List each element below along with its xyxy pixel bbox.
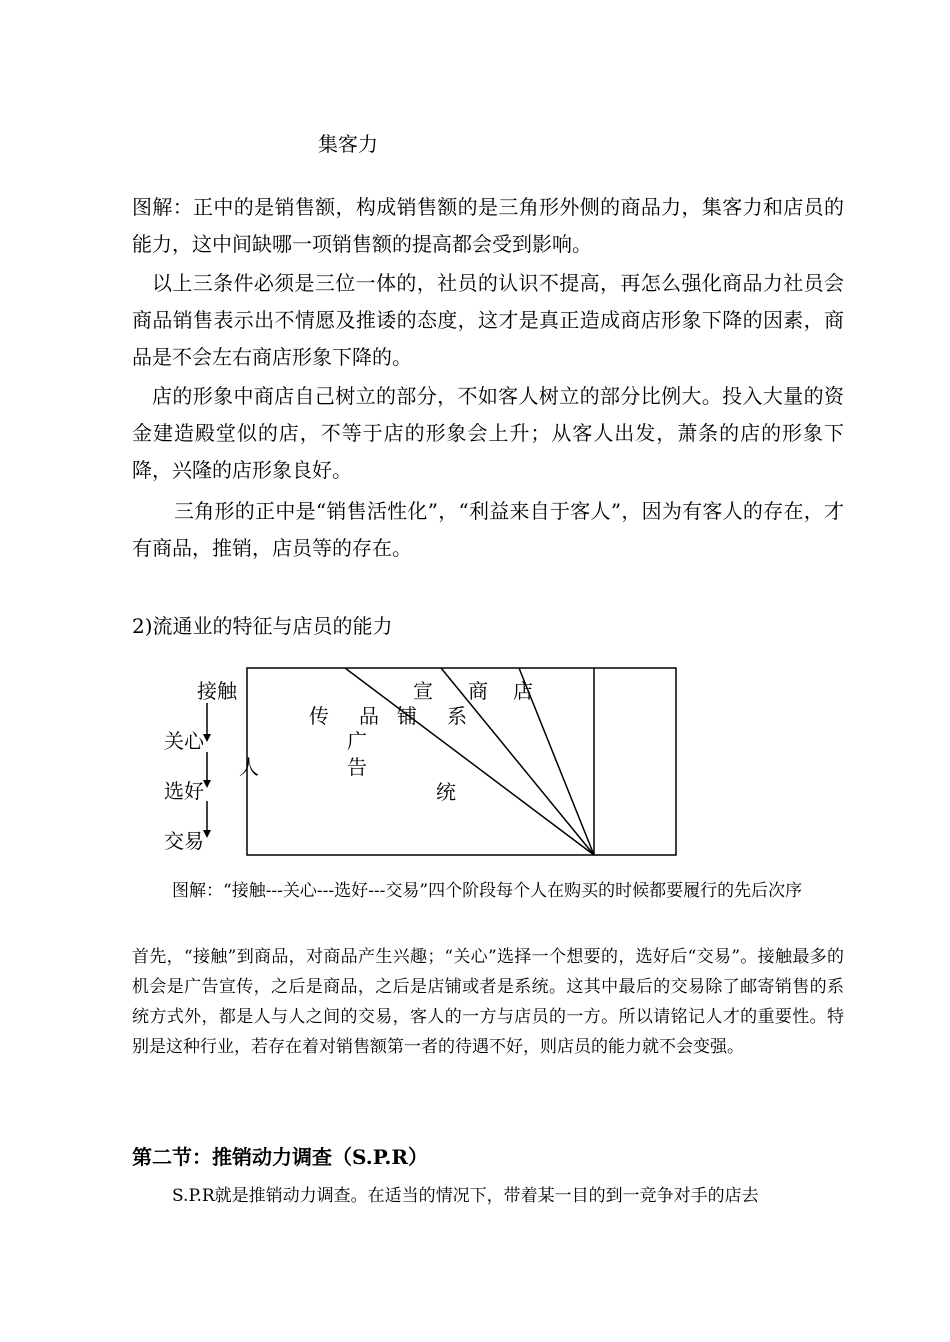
paragraph-1: 图解：正中的是销售额，构成销售额的是三角形外侧的商品力，集客力和店员的能力，这中间缺哪一项销售额的提高都会受到影响。 xyxy=(132,195,844,256)
label-gao: 告 xyxy=(347,755,367,779)
arrowhead-2 xyxy=(203,780,211,788)
diagram-frame xyxy=(247,668,676,855)
stage-deal: 交易 xyxy=(164,829,204,853)
label-xuan: 宣 xyxy=(413,679,433,703)
paragraph-3: 店的形象中商店自己树立的部分，不如客人树立的部分比例大。投入大量的资金建造殿堂似的店，不等于店的形象会上升；从客人出发，萧条的店的形象下降，兴隆的店形象良好。 xyxy=(132,384,844,482)
label-tong: 统 xyxy=(436,780,456,804)
stage-choose: 选好 xyxy=(164,779,204,803)
label-dian: 店 xyxy=(513,679,533,703)
section-heading: 第二节：推销动力调查（S.P.R） xyxy=(132,1145,429,1169)
top-label: 集客力 xyxy=(318,132,378,156)
arrowhead-1 xyxy=(203,734,211,742)
diagram-explanation: 首先，“接触”到商品，对商品产生兴趣；“关心”选择一个想要的，选好后“交易”。接触最多的机会是广告宣传，之后是商品，之后是店铺或者是系统。这其中最后的交易除了邮寄销售的系统方式外，都是人与人之间的交易，客人的一方与店员的一方。所以请铭记人才的重要性。特别是这种行业，若存在着对销售额第一者的待遇不好，则店员的能力就不会变强。 xyxy=(132,947,844,1057)
label-guang: 广 xyxy=(347,729,367,753)
spr-paragraph: S.P.R就是推销动力调查。在适当的情况下，带着某一目的到一竞争对手的店去 xyxy=(172,1186,759,1206)
label-pu: 铺 xyxy=(397,704,417,728)
label-shang: 商 xyxy=(468,679,488,703)
diagram-caption: 图解：“接触---关心---选好---交易”四个阶段每个人在购买的时候都要履行的先后次序 xyxy=(172,881,803,901)
person-label: 人 xyxy=(239,755,259,779)
label-xi: 系 xyxy=(447,704,467,728)
stage-contact: 接触 xyxy=(197,679,237,703)
arrowhead-3 xyxy=(203,830,211,838)
paragraph-4: 三角形的正中是“销售活性化”，“利益来自于客人”，因为有客人的存在，才有商品，推销，店员等的存在。 xyxy=(132,499,844,560)
section-title: 2)流通业的特征与店员的能力 xyxy=(132,614,393,638)
label-chuan: 传 xyxy=(309,704,329,728)
paragraph-2: 以上三条件必须是三位一体的，社员的认识不提高，再怎么强化商品力社员会商品销售表示出不情愿及推诿的态度，这才是真正造成商店形象下降的因素，商品是不会左右商店形象下降的。 xyxy=(132,271,844,369)
stage-interest: 关心 xyxy=(164,729,204,753)
label-pin: 品 xyxy=(359,704,379,728)
